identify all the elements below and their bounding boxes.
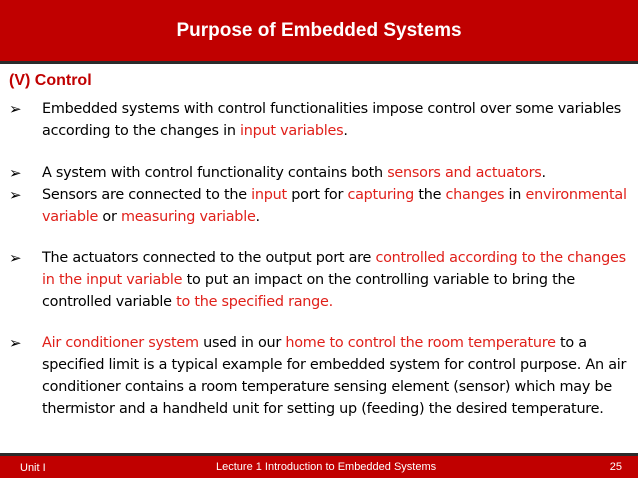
title-bar — [0, 0, 638, 64]
arrow-bullet-icon: ➢ — [9, 249, 22, 267]
text-segment: the — [414, 187, 446, 203]
highlighted-phrase: changes — [445, 187, 505, 203]
text-segment: . — [541, 165, 546, 181]
highlighted-phrase: capturing — [347, 187, 414, 203]
page-number: 25 — [609, 461, 622, 473]
highlighted-phrase: measuring variable — [120, 209, 256, 225]
highlighted-phrase: controlled according to the changes in the input variable — [42, 250, 626, 288]
footer-lecture-title: Lecture 1 Introduction to Embedded Systems — [216, 461, 437, 473]
text-segment: The actuators connected to the output port are — [42, 250, 376, 266]
bullet-text — [42, 247, 630, 313]
section-heading: (V) Control — [9, 72, 92, 89]
bullet-text — [42, 162, 630, 184]
text-segment: A system with control functionality contains both — [42, 165, 388, 181]
text-segment: or — [98, 209, 121, 225]
bullet-text — [42, 184, 630, 228]
arrow-bullet-icon: ➢ — [9, 100, 22, 118]
highlighted-phrase: Air conditioner system — [42, 335, 199, 351]
text-segment: in — [504, 187, 526, 203]
footer-bar — [0, 453, 638, 478]
text-segment: . — [255, 209, 260, 225]
text-segment: Embedded systems with control functionalities impose control over some variables according to the changes in — [42, 101, 622, 139]
highlighted-phrase: environmental variable — [42, 187, 627, 225]
arrow-bullet-icon: ➢ — [9, 334, 22, 352]
arrow-bullet-icon: ➢ — [9, 164, 22, 182]
highlighted-phrase: input — [251, 187, 287, 203]
text-segment: . — [343, 123, 348, 139]
text-segment: Sensors are connected to the — [42, 187, 252, 203]
footer-unit: Unit I — [20, 462, 46, 474]
text-segment: to a specified limit is a typical example for embedded system for control purpose. An air conditioner contains a room temperature sensing element (sensor) which may be thermistor and a handheld unit for setting up (feeding) the desired temperature. — [42, 335, 627, 417]
text-segment: used in our — [198, 335, 286, 351]
bullet-text — [42, 98, 630, 142]
highlighted-phrase: home to control the room temperature — [285, 335, 556, 351]
slide-title: Purpose of Embedded Systems — [176, 20, 462, 41]
bullet-text — [42, 332, 630, 420]
text-segment: to put an impact on the controlling variable to bring the controlled variable — [42, 272, 576, 310]
highlighted-phrase: sensors and actuators — [387, 165, 542, 181]
highlighted-phrase: input variables — [240, 123, 344, 139]
text-segment: port for — [286, 187, 348, 203]
highlighted-phrase: to the specified range. — [176, 294, 333, 310]
arrow-bullet-icon: ➢ — [9, 186, 22, 204]
